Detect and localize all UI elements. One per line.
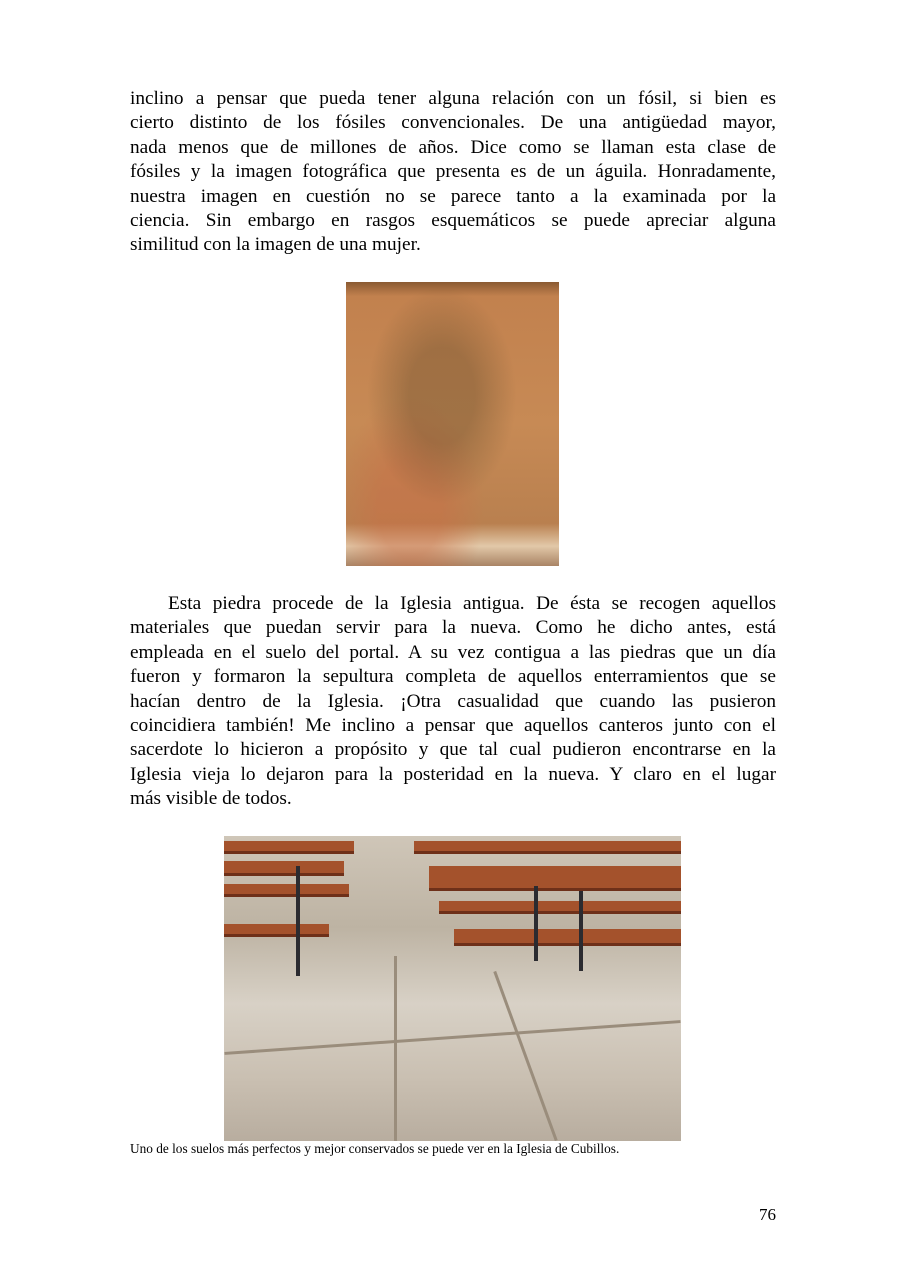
bench <box>454 929 681 946</box>
bench-leg <box>296 866 300 976</box>
text-line: nada menos que de millones de años. Dice como se llaman esta clase de <box>130 136 776 158</box>
text-line: fósiles y la imagen fotográfica que presenta es de un águila. Honradamente, <box>130 161 776 183</box>
bench <box>429 866 681 891</box>
bench <box>439 901 681 914</box>
text-line: nuestra imagen en cuestión no se parece tanto a la examinada por la <box>130 185 776 207</box>
image-caption: Uno de los suelos más perfectos y mejor conservados se puede ver en la Iglesia de Cubillos. <box>130 1141 620 1156</box>
floor-joint <box>394 956 397 1141</box>
text-line: inclino a pensar que pueda tener alguna relación con un fósil, si bien es <box>130 88 776 109</box>
text-line: materiales que puedan servir para la nueva. Como he dicho antes, está <box>130 617 776 639</box>
paragraph-church-stone <box>130 592 776 812</box>
text-line: empleada en el suelo del portal. A su vez contigua a las piedras que un día <box>130 641 776 663</box>
bench-leg <box>534 886 538 961</box>
bench <box>224 884 349 897</box>
stone-slab-photo <box>346 282 559 566</box>
text-line: cierto distinto de los fósiles convencionales. De una antigüedad mayor, <box>130 112 776 134</box>
church-floor-photo <box>224 836 681 1141</box>
page-number: 76 <box>759 1205 776 1224</box>
bench <box>224 841 354 854</box>
floor-joint <box>224 1020 680 1055</box>
text-line: Iglesia vieja lo dejaron para la posteridad en la nueva. Y claro en el lugar <box>130 763 776 785</box>
text-line: hacían dentro de la Iglesia. ¡Otra casualidad que cuando las pusieron <box>130 690 776 712</box>
paragraph-fossil <box>130 87 776 258</box>
bench-leg <box>579 891 583 971</box>
text-line: similitud con la imagen de una mujer. <box>130 234 421 256</box>
text-line: fueron y formaron la sepultura completa de aquellos enterramientos que se <box>130 666 776 688</box>
bench <box>414 841 681 854</box>
bench <box>224 861 344 876</box>
bench <box>224 924 329 937</box>
text-line: sacerdote lo hicieron a propósito y que tal cual pudieron encontrarse en la <box>130 739 776 761</box>
text-line: coincidiera también! Me inclino a pensar que aquellos canteros junto con el <box>130 714 776 736</box>
text-line: ciencia. Sin embargo en rasgos esquemáticos se puede apreciar alguna <box>130 209 776 231</box>
text-line: más visible de todos. <box>130 788 292 810</box>
floor-joint <box>493 971 557 1141</box>
text-line: Esta piedra procede de la Iglesia antigua. De ésta se recogen aquellos <box>168 593 776 614</box>
